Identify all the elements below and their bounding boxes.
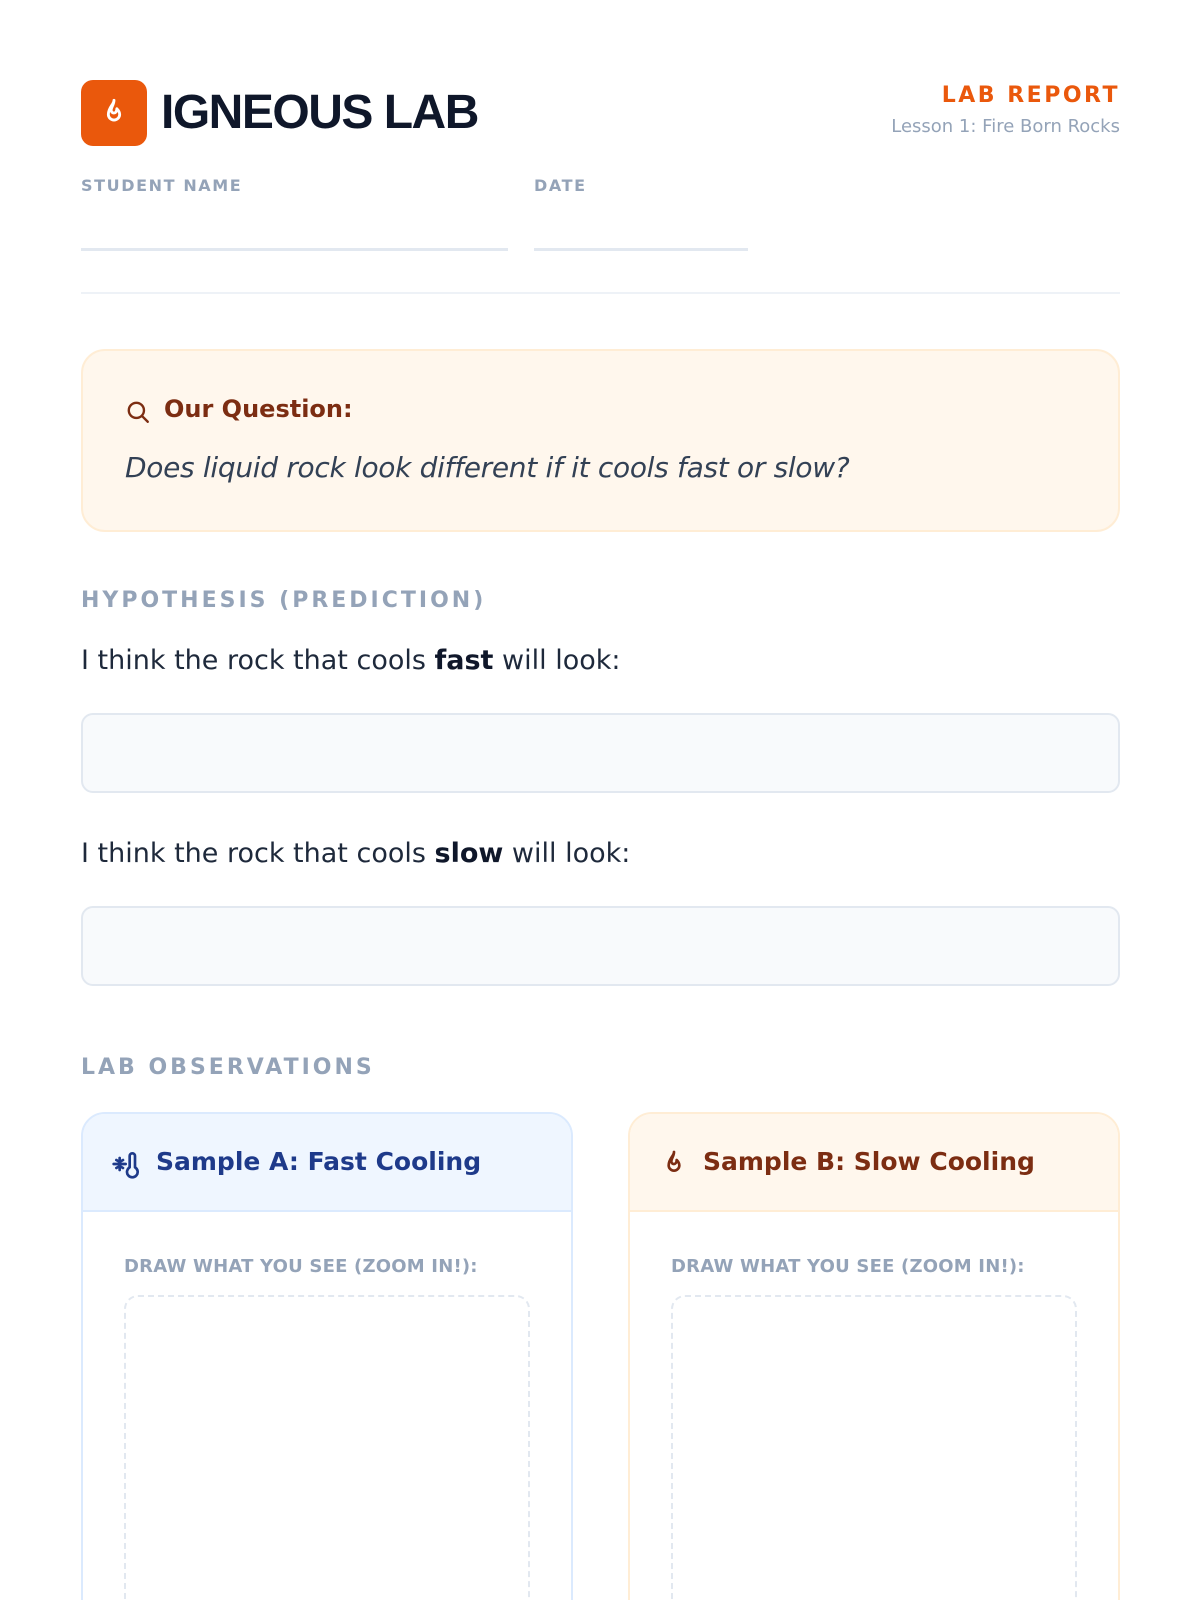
sample-a-drawing-area[interactable]: [124, 1295, 530, 1600]
date-label: DATE: [534, 176, 587, 195]
logo: [81, 80, 147, 146]
sample-a-header: [83, 1114, 571, 1212]
sample-b-title: Sample B: Slow Cooling: [703, 1147, 1035, 1176]
thermometer-snowflake-icon: [111, 1148, 143, 1180]
slow-prompt: [81, 838, 630, 869]
brand-title: IGNEOUS LAB: [161, 86, 478, 139]
fast-prompt: [81, 645, 621, 676]
observations-heading: LAB OBSERVATIONS: [81, 1055, 375, 1080]
hypothesis-heading: HYPOTHESIS (PREDICTION): [81, 588, 487, 613]
date-field[interactable]: [534, 248, 748, 251]
student-name-label: STUDENT NAME: [81, 176, 243, 195]
slow-prompt-bold: slow: [434, 838, 504, 869]
fast-prompt-before: I think the rock that cools: [81, 645, 435, 676]
flame-icon: [97, 96, 131, 130]
flame-icon: [658, 1148, 690, 1180]
question-card: [81, 349, 1120, 532]
search-icon: [125, 399, 151, 425]
sample-b-header: [630, 1114, 1118, 1212]
fast-prompt-after: will look:: [493, 645, 621, 676]
fast-prompt-bold: fast: [434, 645, 494, 676]
lesson-label: Lesson 1: Fire Born Rocks: [891, 116, 1120, 137]
sample-a-draw-label: DRAW WHAT YOU SEE (ZOOM IN!):: [124, 1256, 478, 1277]
student-name-field[interactable]: [81, 248, 508, 251]
sample-a-title: Sample A: Fast Cooling: [156, 1147, 482, 1176]
sample-a-card: [81, 1112, 573, 1600]
sample-b-draw-label: DRAW WHAT YOU SEE (ZOOM IN!):: [671, 1256, 1025, 1277]
lab-report-page: [81, 0, 1120, 1600]
divider: [81, 292, 1120, 294]
sample-b-drawing-area[interactable]: [671, 1295, 1077, 1600]
question-text: Does liquid rock look different if it cools fast or slow?: [125, 451, 850, 484]
report-label: LAB REPORT: [941, 83, 1120, 108]
slow-answer-input[interactable]: [81, 906, 1120, 986]
slow-prompt-after: will look:: [503, 838, 631, 869]
question-title: Our Question:: [164, 395, 353, 423]
fast-answer-input[interactable]: [81, 713, 1120, 793]
sample-b-card: [628, 1112, 1120, 1600]
slow-prompt-before: I think the rock that cools: [81, 838, 435, 869]
